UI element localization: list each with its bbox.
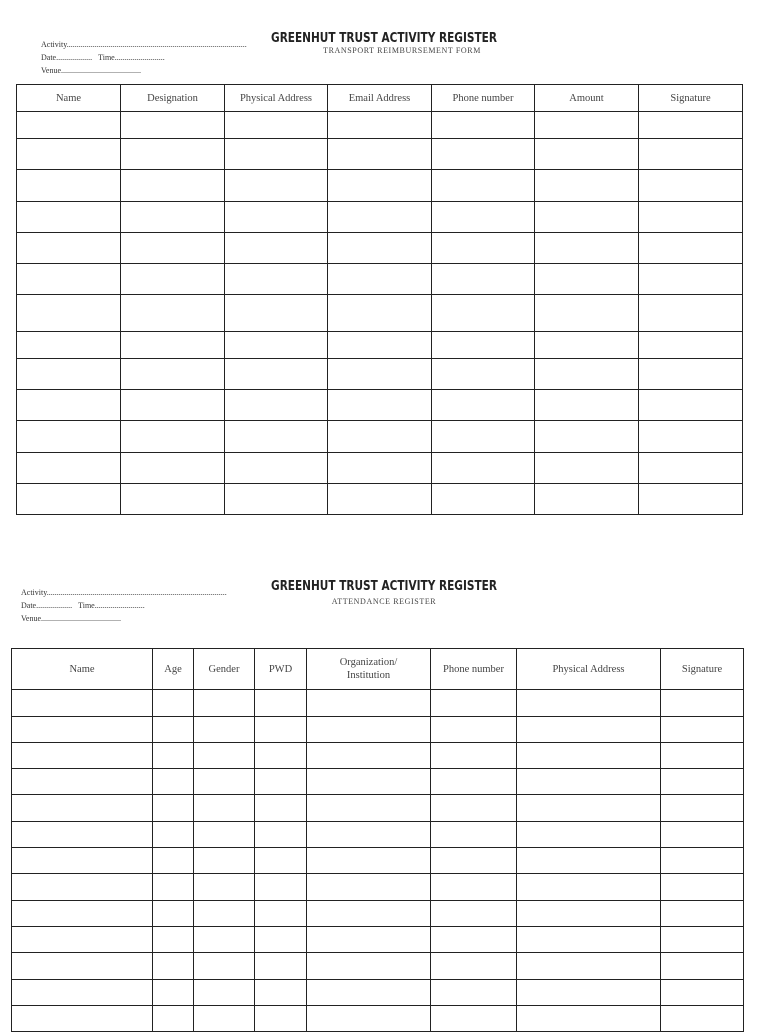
table-cell[interactable] bbox=[194, 980, 255, 1006]
table-cell[interactable] bbox=[432, 202, 535, 233]
table-cell[interactable] bbox=[639, 484, 743, 515]
table-cell[interactable] bbox=[12, 927, 153, 953]
table-cell[interactable] bbox=[307, 901, 431, 927]
table-cell[interactable] bbox=[432, 139, 535, 170]
table-cell[interactable] bbox=[17, 332, 121, 359]
table-cell[interactable] bbox=[535, 484, 639, 515]
table-row bbox=[17, 112, 743, 139]
table-cell[interactable] bbox=[328, 421, 432, 453]
table-cell[interactable] bbox=[12, 953, 153, 980]
table-cell[interactable] bbox=[121, 295, 225, 332]
col-header-amount: Amount bbox=[535, 85, 639, 112]
table-cell[interactable] bbox=[255, 953, 307, 980]
attendance-header-row bbox=[12, 649, 744, 690]
transport-header-row bbox=[17, 85, 743, 112]
table-cell[interactable] bbox=[225, 264, 328, 295]
table-cell[interactable] bbox=[517, 953, 661, 980]
table-cell[interactable] bbox=[194, 848, 255, 874]
table-row bbox=[17, 139, 743, 170]
table-row bbox=[17, 453, 743, 484]
table-cell[interactable] bbox=[17, 112, 121, 139]
table-cell[interactable] bbox=[432, 332, 535, 359]
table-cell[interactable] bbox=[432, 453, 535, 484]
table-cell[interactable] bbox=[432, 359, 535, 390]
table-cell[interactable] bbox=[639, 233, 743, 264]
col-header-name: Name bbox=[12, 649, 153, 690]
table-cell[interactable] bbox=[17, 453, 121, 484]
table-cell[interactable] bbox=[639, 421, 743, 453]
table-cell[interactable] bbox=[517, 717, 661, 743]
table-cell[interactable] bbox=[121, 112, 225, 139]
table-cell[interactable] bbox=[535, 139, 639, 170]
table-cell[interactable] bbox=[535, 202, 639, 233]
table-cell[interactable] bbox=[639, 139, 743, 170]
table-cell[interactable] bbox=[307, 743, 431, 769]
table-row bbox=[12, 795, 744, 822]
table-cell[interactable] bbox=[12, 874, 153, 901]
table-cell[interactable] bbox=[328, 202, 432, 233]
table-cell[interactable] bbox=[121, 233, 225, 264]
table-cell[interactable] bbox=[255, 927, 307, 953]
table-cell[interactable] bbox=[661, 927, 744, 953]
table-cell[interactable] bbox=[17, 170, 121, 202]
table-cell[interactable] bbox=[535, 359, 639, 390]
table-cell[interactable] bbox=[12, 848, 153, 874]
table-cell[interactable] bbox=[255, 980, 307, 1006]
table-cell[interactable] bbox=[307, 1006, 431, 1032]
table-cell[interactable] bbox=[12, 795, 153, 822]
col-header-gender: Gender bbox=[194, 649, 255, 690]
table-cell[interactable] bbox=[328, 233, 432, 264]
table-cell[interactable] bbox=[307, 822, 431, 848]
table-cell[interactable] bbox=[255, 717, 307, 743]
table-cell[interactable] bbox=[432, 295, 535, 332]
time-field[interactable]: Time......................... bbox=[98, 53, 165, 62]
table-cell[interactable] bbox=[517, 743, 661, 769]
table-cell[interactable] bbox=[255, 822, 307, 848]
table-cell[interactable] bbox=[194, 953, 255, 980]
table-cell[interactable] bbox=[153, 980, 194, 1006]
table-row bbox=[12, 822, 744, 848]
table-cell[interactable] bbox=[307, 848, 431, 874]
table-cell[interactable] bbox=[12, 822, 153, 848]
table-cell[interactable] bbox=[307, 980, 431, 1006]
table-cell[interactable] bbox=[194, 927, 255, 953]
col-header-physical-address: Physical Address bbox=[517, 649, 661, 690]
table-cell[interactable] bbox=[535, 421, 639, 453]
table-cell[interactable] bbox=[153, 1006, 194, 1032]
table-row bbox=[17, 295, 743, 332]
table-cell[interactable] bbox=[225, 453, 328, 484]
table-cell[interactable] bbox=[307, 717, 431, 743]
table-cell[interactable] bbox=[328, 453, 432, 484]
transport-subtitle: TRANSPORT REIMBURSEMENT FORM bbox=[323, 46, 481, 55]
table-cell[interactable] bbox=[661, 901, 744, 927]
table-cell[interactable] bbox=[307, 690, 431, 717]
table-row bbox=[12, 874, 744, 901]
table-cell[interactable] bbox=[328, 112, 432, 139]
table-cell[interactable] bbox=[535, 453, 639, 484]
table-cell[interactable] bbox=[307, 769, 431, 795]
table-cell[interactable] bbox=[639, 170, 743, 202]
table-cell[interactable] bbox=[661, 848, 744, 874]
table-cell[interactable] bbox=[535, 390, 639, 421]
table-cell[interactable] bbox=[153, 690, 194, 717]
table-cell[interactable] bbox=[517, 795, 661, 822]
table-cell[interactable] bbox=[225, 139, 328, 170]
table-row bbox=[12, 927, 744, 953]
table-cell[interactable] bbox=[661, 717, 744, 743]
table-cell[interactable] bbox=[517, 980, 661, 1006]
table-row bbox=[12, 901, 744, 927]
table-cell[interactable] bbox=[12, 717, 153, 743]
table-cell[interactable] bbox=[431, 822, 517, 848]
col-header-name: Name bbox=[17, 85, 121, 112]
table-cell[interactable] bbox=[431, 743, 517, 769]
activity-field[interactable]: Activity.......................................................................................... bbox=[41, 40, 247, 49]
table-cell[interactable] bbox=[661, 690, 744, 717]
table-cell[interactable] bbox=[517, 927, 661, 953]
table-cell[interactable] bbox=[153, 769, 194, 795]
table-cell[interactable] bbox=[153, 795, 194, 822]
table-cell[interactable] bbox=[194, 1006, 255, 1032]
table-cell[interactable] bbox=[17, 139, 121, 170]
table-cell[interactable] bbox=[328, 484, 432, 515]
table-cell[interactable] bbox=[17, 202, 121, 233]
table-cell[interactable] bbox=[328, 139, 432, 170]
table-row bbox=[12, 769, 744, 795]
table-cell[interactable] bbox=[661, 980, 744, 1006]
table-cell[interactable] bbox=[431, 980, 517, 1006]
table-cell[interactable] bbox=[328, 332, 432, 359]
table-cell[interactable] bbox=[432, 390, 535, 421]
table-cell[interactable] bbox=[194, 874, 255, 901]
table-cell[interactable] bbox=[225, 421, 328, 453]
table-row bbox=[12, 1006, 744, 1032]
col-header-age: Age bbox=[153, 649, 194, 690]
table-row bbox=[17, 390, 743, 421]
table-cell[interactable] bbox=[153, 953, 194, 980]
transport-title: GREENHUT TRUST ACTIVITY REGISTER bbox=[271, 30, 497, 46]
table-cell[interactable] bbox=[255, 690, 307, 717]
col-header-organization-institution: Organization/ Institution bbox=[307, 649, 431, 690]
table-cell[interactable] bbox=[432, 421, 535, 453]
table-cell[interactable] bbox=[307, 874, 431, 901]
table-cell[interactable] bbox=[535, 295, 639, 332]
date-field[interactable]: Date.................. bbox=[21, 601, 73, 610]
table-cell[interactable] bbox=[431, 848, 517, 874]
table-cell[interactable] bbox=[661, 874, 744, 901]
table-cell[interactable] bbox=[639, 359, 743, 390]
col-header-designation: Designation bbox=[121, 85, 225, 112]
table-cell[interactable] bbox=[194, 901, 255, 927]
table-cell[interactable] bbox=[12, 1006, 153, 1032]
table-cell[interactable] bbox=[517, 901, 661, 927]
table-cell[interactable] bbox=[639, 112, 743, 139]
table-cell[interactable] bbox=[661, 953, 744, 980]
transport-table bbox=[16, 84, 743, 515]
table-cell[interactable] bbox=[431, 927, 517, 953]
table-cell[interactable] bbox=[639, 264, 743, 295]
table-cell[interactable] bbox=[432, 112, 535, 139]
table-cell[interactable] bbox=[517, 874, 661, 901]
table-cell[interactable] bbox=[12, 980, 153, 1006]
table-cell[interactable] bbox=[431, 769, 517, 795]
table-cell[interactable] bbox=[661, 743, 744, 769]
table-cell[interactable] bbox=[121, 453, 225, 484]
attendance-table bbox=[11, 648, 744, 1032]
table-cell[interactable] bbox=[639, 332, 743, 359]
table-row bbox=[17, 264, 743, 295]
table-cell[interactable] bbox=[194, 822, 255, 848]
table-cell[interactable] bbox=[255, 1006, 307, 1032]
table-cell[interactable] bbox=[121, 264, 225, 295]
table-cell[interactable] bbox=[639, 390, 743, 421]
table-cell[interactable] bbox=[12, 743, 153, 769]
table-row bbox=[17, 233, 743, 264]
table-cell[interactable] bbox=[517, 690, 661, 717]
table-cell[interactable] bbox=[431, 1006, 517, 1032]
table-cell[interactable] bbox=[225, 390, 328, 421]
table-cell[interactable] bbox=[225, 484, 328, 515]
table-cell[interactable] bbox=[431, 901, 517, 927]
col-header-signature: Signature bbox=[639, 85, 743, 112]
table-cell[interactable] bbox=[535, 264, 639, 295]
time-field[interactable]: Time......................... bbox=[78, 601, 145, 610]
table-cell[interactable] bbox=[535, 233, 639, 264]
table-cell[interactable] bbox=[121, 359, 225, 390]
venue-field[interactable]: Venue........................................ bbox=[21, 614, 121, 623]
table-cell[interactable] bbox=[661, 822, 744, 848]
table-cell[interactable] bbox=[225, 170, 328, 202]
table-cell[interactable] bbox=[153, 822, 194, 848]
col-header-email-address: Email Address bbox=[328, 85, 432, 112]
table-cell[interactable] bbox=[255, 769, 307, 795]
table-cell[interactable] bbox=[661, 795, 744, 822]
col-header-signature: Signature bbox=[661, 649, 744, 690]
table-cell[interactable] bbox=[121, 421, 225, 453]
table-cell[interactable] bbox=[307, 953, 431, 980]
table-cell[interactable] bbox=[121, 484, 225, 515]
table-cell[interactable] bbox=[121, 139, 225, 170]
table-cell[interactable] bbox=[431, 717, 517, 743]
table-cell[interactable] bbox=[328, 170, 432, 202]
table-cell[interactable] bbox=[431, 690, 517, 717]
table-cell[interactable] bbox=[17, 421, 121, 453]
table-row bbox=[17, 421, 743, 453]
table-cell[interactable] bbox=[517, 1006, 661, 1032]
table-cell[interactable] bbox=[328, 390, 432, 421]
table-cell[interactable] bbox=[12, 690, 153, 717]
table-cell[interactable] bbox=[153, 717, 194, 743]
table-cell[interactable] bbox=[432, 264, 535, 295]
table-row bbox=[12, 743, 744, 769]
col-header-phone-number: Phone number bbox=[432, 85, 535, 112]
table-cell[interactable] bbox=[194, 743, 255, 769]
table-cell[interactable] bbox=[225, 202, 328, 233]
table-row bbox=[17, 170, 743, 202]
table-cell[interactable] bbox=[255, 874, 307, 901]
table-cell[interactable] bbox=[153, 848, 194, 874]
table-cell[interactable] bbox=[225, 332, 328, 359]
table-cell[interactable] bbox=[639, 295, 743, 332]
table-cell[interactable] bbox=[121, 390, 225, 421]
table-cell[interactable] bbox=[194, 769, 255, 795]
table-cell[interactable] bbox=[639, 202, 743, 233]
table-cell[interactable] bbox=[17, 233, 121, 264]
table-cell[interactable] bbox=[255, 901, 307, 927]
table-cell[interactable] bbox=[121, 202, 225, 233]
attendance-subtitle: ATTENDANCE REGISTER bbox=[331, 597, 437, 606]
table-cell[interactable] bbox=[432, 233, 535, 264]
table-cell[interactable] bbox=[431, 874, 517, 901]
table-cell[interactable] bbox=[17, 484, 121, 515]
table-cell[interactable] bbox=[328, 295, 432, 332]
table-cell[interactable] bbox=[535, 170, 639, 202]
table-row bbox=[12, 690, 744, 717]
table-cell[interactable] bbox=[432, 484, 535, 515]
table-cell[interactable] bbox=[535, 112, 639, 139]
table-cell[interactable] bbox=[194, 795, 255, 822]
table-row bbox=[17, 332, 743, 359]
attendance-title: GREENHUT TRUST ACTIVITY REGISTER bbox=[271, 578, 497, 594]
table-cell[interactable] bbox=[153, 927, 194, 953]
col-header-phone-number: Phone number bbox=[431, 649, 517, 690]
table-cell[interactable] bbox=[12, 769, 153, 795]
table-cell[interactable] bbox=[17, 390, 121, 421]
table-cell[interactable] bbox=[431, 795, 517, 822]
table-cell[interactable] bbox=[225, 233, 328, 264]
table-cell[interactable] bbox=[661, 1006, 744, 1032]
table-cell[interactable] bbox=[535, 332, 639, 359]
table-cell[interactable] bbox=[17, 295, 121, 332]
table-cell[interactable] bbox=[17, 264, 121, 295]
table-row bbox=[12, 717, 744, 743]
col-header-pwd: PWD bbox=[255, 649, 307, 690]
table-cell[interactable] bbox=[153, 743, 194, 769]
table-cell[interactable] bbox=[194, 717, 255, 743]
table-cell[interactable] bbox=[17, 359, 121, 390]
table-cell[interactable] bbox=[307, 795, 431, 822]
table-cell[interactable] bbox=[661, 769, 744, 795]
table-cell[interactable] bbox=[153, 901, 194, 927]
table-cell[interactable] bbox=[121, 332, 225, 359]
table-row bbox=[12, 980, 744, 1006]
activity-field[interactable]: Activity.......................................................................................... bbox=[21, 588, 227, 597]
table-cell[interactable] bbox=[225, 359, 328, 390]
table-row bbox=[17, 484, 743, 515]
table-cell[interactable] bbox=[194, 690, 255, 717]
table-row bbox=[12, 848, 744, 874]
table-cell[interactable] bbox=[225, 112, 328, 139]
table-row bbox=[17, 202, 743, 233]
table-cell[interactable] bbox=[255, 795, 307, 822]
table-cell[interactable] bbox=[517, 848, 661, 874]
date-field[interactable]: Date.................. bbox=[41, 53, 93, 62]
table-row bbox=[12, 953, 744, 980]
table-cell[interactable] bbox=[255, 743, 307, 769]
table-cell[interactable] bbox=[225, 295, 328, 332]
table-row bbox=[17, 359, 743, 390]
table-cell[interactable] bbox=[328, 359, 432, 390]
venue-field[interactable]: Venue........................................ bbox=[41, 66, 141, 75]
table-cell[interactable] bbox=[639, 453, 743, 484]
table-cell[interactable] bbox=[307, 927, 431, 953]
table-cell[interactable] bbox=[153, 874, 194, 901]
table-cell[interactable] bbox=[432, 170, 535, 202]
table-cell[interactable] bbox=[255, 848, 307, 874]
table-cell[interactable] bbox=[517, 822, 661, 848]
table-cell[interactable] bbox=[431, 953, 517, 980]
table-cell[interactable] bbox=[517, 769, 661, 795]
table-cell[interactable] bbox=[12, 901, 153, 927]
col-header-physical-address: Physical Address bbox=[225, 85, 328, 112]
table-cell[interactable] bbox=[328, 264, 432, 295]
table-cell[interactable] bbox=[121, 170, 225, 202]
